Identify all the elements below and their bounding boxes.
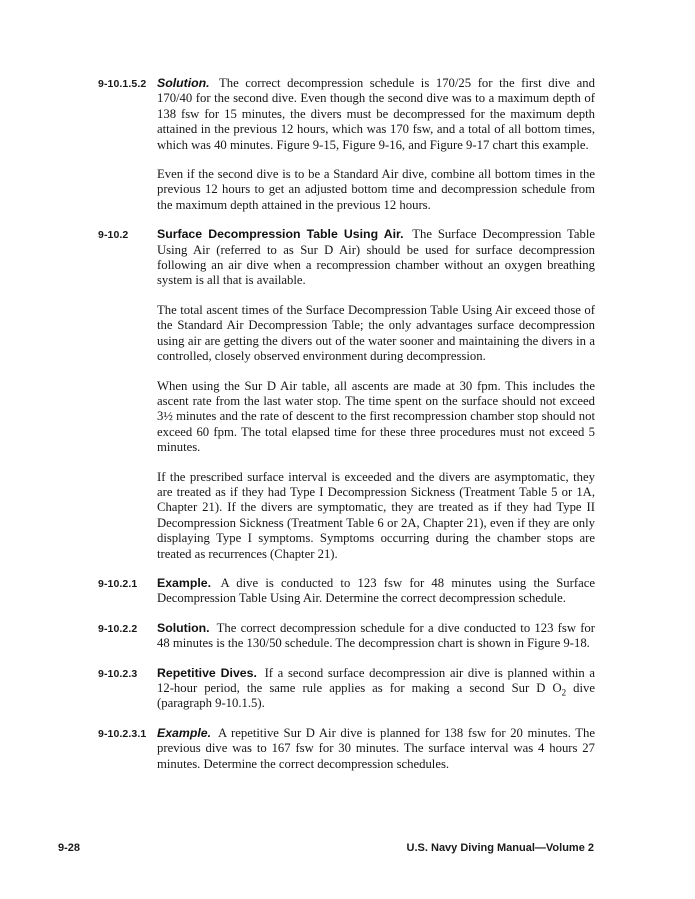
paragraph-number: 9-10.2.1 bbox=[98, 577, 138, 590]
paragraph-continuation bbox=[98, 470, 595, 562]
paragraph-body bbox=[157, 303, 595, 365]
paragraph-9-10-2-3-1 bbox=[98, 726, 595, 772]
page-number: 9-28 bbox=[58, 842, 81, 854]
paragraph-body bbox=[157, 621, 595, 652]
paragraph-body bbox=[157, 167, 595, 213]
paragraph-9-10-2-1 bbox=[98, 576, 595, 607]
paragraph-number-spacer bbox=[98, 379, 157, 380]
paragraph-text: Even if the second dive is to be a Standard Air dive, combine all bottom times in the previous 12 hours to get an adjusted bottom time and decompression schedule from the maximum depth attained in the previous 12 hours. bbox=[157, 167, 595, 212]
paragraph-heading: Solution. bbox=[157, 620, 210, 635]
paragraph-text: A dive is conducted to 123 fsw for 48 minutes using the Surface Decompression Table Using Air. Determine the correct decompression schedule. bbox=[157, 575, 595, 606]
paragraph-continuation bbox=[98, 167, 595, 213]
paragraph-body bbox=[157, 666, 595, 712]
oxygen-subscript: 2 bbox=[561, 687, 567, 698]
paragraph-9-10-2 bbox=[98, 227, 595, 289]
paragraph-body bbox=[157, 470, 595, 562]
paragraph-number: 9-10.2 bbox=[98, 229, 129, 242]
paragraph-body bbox=[157, 379, 595, 456]
paragraph-9-10-2-3 bbox=[98, 666, 595, 712]
paragraph-heading: Example. bbox=[157, 725, 211, 740]
paragraph-text: The Surface Decompression Table Using Air (referred to as Sur D Air) should be used for surface decompression following an air dive when a recompression chamber without an oxygen breathing system is all that is available. bbox=[157, 227, 595, 288]
paragraph-text: When using the Sur D Air table, all ascents are made at 30 fpm. This includes the ascent rate from the last water stop. The time spent on the surface should not exceed 3½ minutes and the rate of descent to the first recompression chamber stop should not exceed 60 fpm. The total elapsed time for these three procedures must not exceed 5 minutes. bbox=[157, 378, 595, 455]
paragraph-number: 9-10.2.3 bbox=[98, 667, 138, 680]
paragraph-heading: Surface Decompression Table Using Air. bbox=[157, 227, 404, 242]
paragraph-heading: Example. bbox=[157, 575, 211, 590]
paragraph-text: The total ascent times of the Surface Decompression Table Using Air exceed those of the Standard Air Decompression Table; the only advantages surface decompression using air are getting the divers out of the water sooner and maintaining the divers in a controlled, closely observed environment during decompression. bbox=[157, 302, 595, 364]
paragraph-number-spacer bbox=[98, 303, 157, 304]
paragraph-heading: Repetitive Dives. bbox=[157, 665, 257, 680]
paragraph-number: 9-10.1.5.2 bbox=[98, 78, 147, 90]
paragraph-heading: Solution. bbox=[157, 76, 210, 90]
paragraph-text: The correct decompression schedule for a dive conducted to 123 fsw for 48 minutes is the 130/50 schedule. The decompression chart is shown in Figure 9-18. bbox=[157, 620, 596, 651]
paragraph-number: 9-10.2.2 bbox=[98, 622, 138, 635]
paragraph-body bbox=[157, 227, 595, 289]
paragraph-text: dive (paragraph 9-10.1.5). bbox=[157, 681, 595, 711]
paragraph-text: The correct decompression schedule is 170/25 for the first dive and 170/40 for the second dive. Even though the second dive was to a maximum depth of 138 fsw for 15 minutes, the divers must be decompressed for the maximum depth attained in the previous 12 hours, which was 170 fsw, and a total of all bottom times, which was 40 minutes. Figure 9-15, Figure 9-16, and Figure 9-17 chart this example. bbox=[157, 76, 595, 152]
page-footer bbox=[58, 842, 594, 854]
paragraph-number-spacer bbox=[98, 470, 157, 471]
paragraph-text: If a second surface decompression air dive is planned within a 12-hour period, the same rule applies as for making a second Sur D O bbox=[157, 665, 596, 695]
paragraph-continuation bbox=[98, 303, 595, 365]
paragraph-number-spacer bbox=[98, 167, 157, 168]
paragraph-body bbox=[157, 726, 595, 772]
paragraph-text: If the prescribed surface interval is exceeded and the divers are asymptomatic, they are treated as if they had Type I Decompression Sickness (Treatment Table 5 or 1A, Chapter 21). If the divers are symptomatic, they are treated as if they had Type II Decompression Sickness (Treatment Table 6 or 2A, Chapter 21), even if they are only displaying Type I symptoms. Symptoms occurring during the chamber stops are treated as recurrences (Chapter 21). bbox=[157, 469, 595, 561]
paragraph-9-10-1-5-2 bbox=[98, 76, 595, 153]
paragraph-9-10-2-2 bbox=[98, 621, 595, 652]
paragraph-body bbox=[157, 76, 595, 153]
paragraph-text: A repetitive Sur D Air dive is planned for 138 fsw for 20 minutes. The previous dive was to 167 fsw for 30 minutes. The surface interval was 4 hours 27 minutes. Determine the correct decompression schedules. bbox=[157, 725, 595, 771]
paragraph-body bbox=[157, 576, 595, 607]
paragraph-number: 9-10.2.3.1 bbox=[98, 727, 147, 740]
paragraph-continuation bbox=[98, 379, 595, 456]
manual-volume-title: U.S. Navy Diving Manual—Volume 2 bbox=[406, 842, 594, 854]
page-content bbox=[98, 76, 595, 786]
